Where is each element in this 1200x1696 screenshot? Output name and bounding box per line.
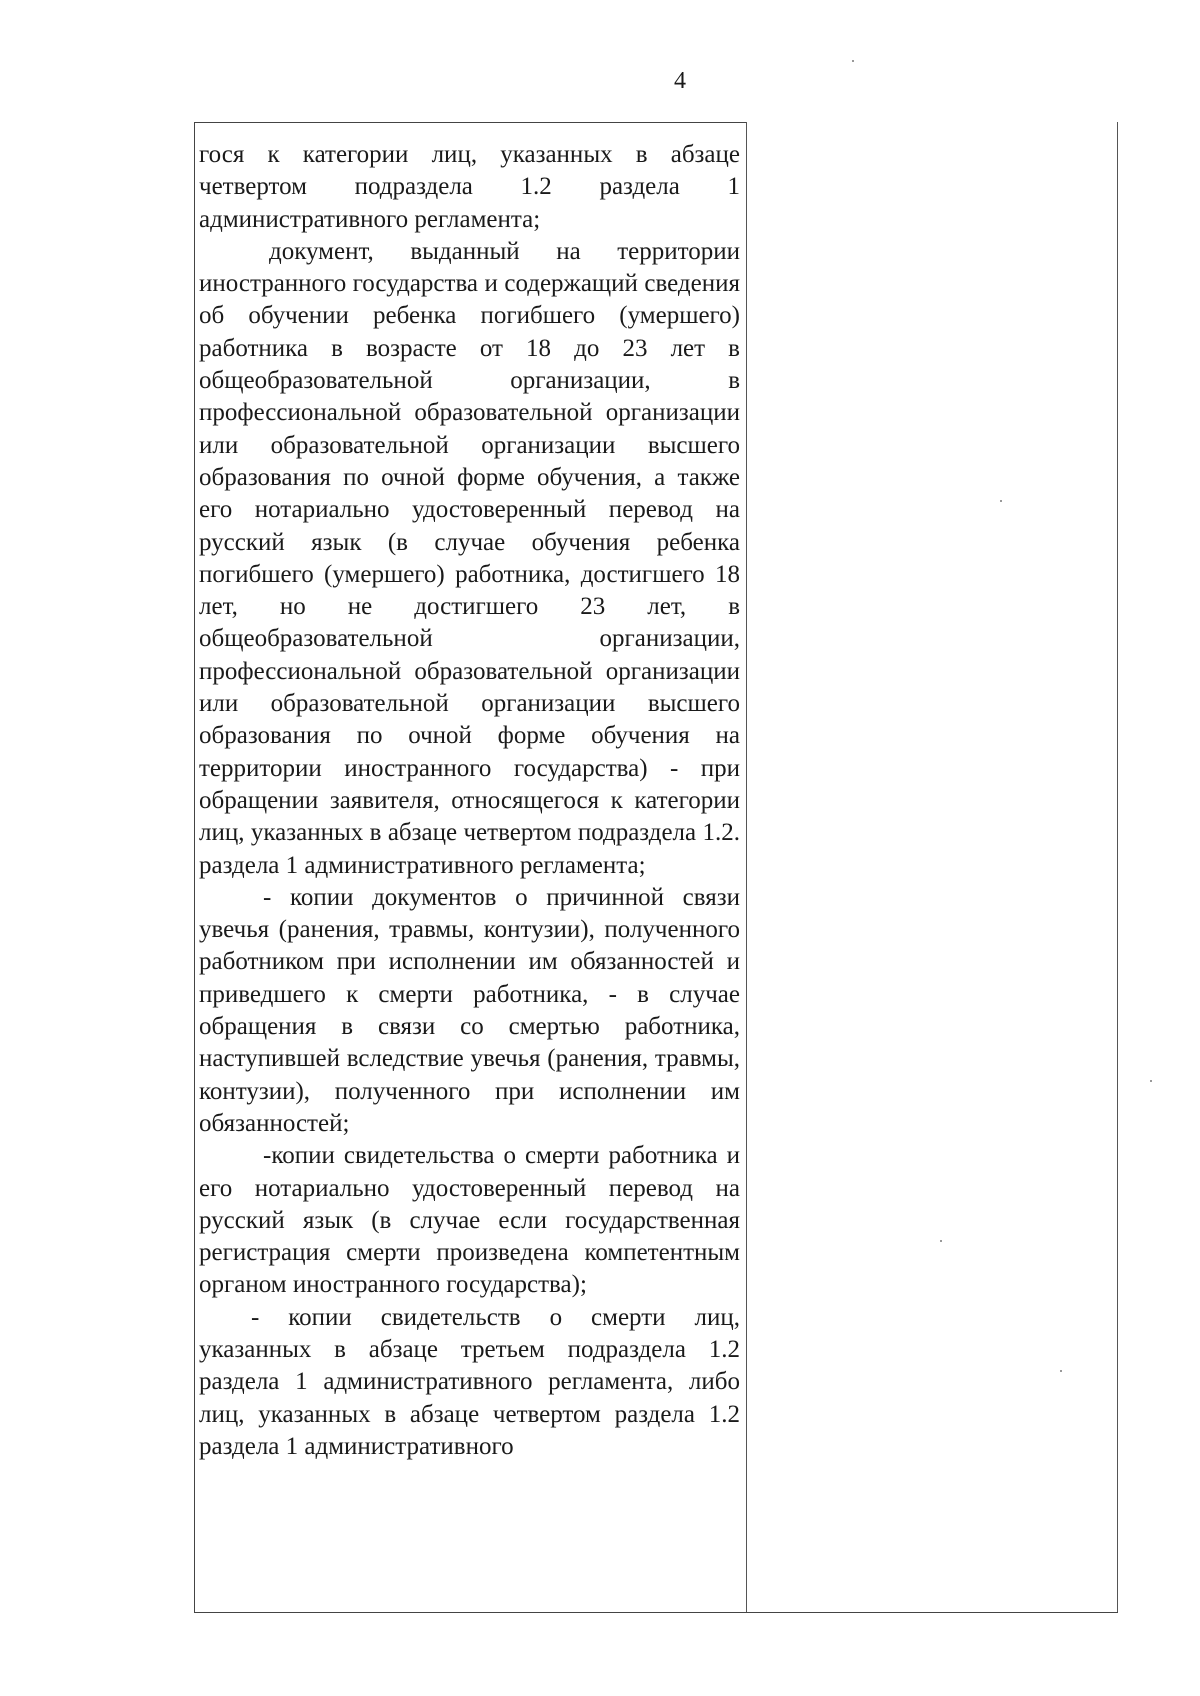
scan-speck [940, 1240, 942, 1242]
table-column-divider [746, 122, 747, 1613]
paragraph-foreign-education-document: документ, выданный на территории иностранного государства и содержащий сведения об обучении ребенка погибшего (умершего) работника в возрасте от 18 до 23 лет в общеобразовательной организации, в профессиональной образовательной организации или образовательной организации высшего образования по очной форме обучения, а также его нотариально удостоверенный перевод на русский язык (в случае обучения ребенка погибшего (умершего) работника, достигшего 18 лет, но не достигшего 23 лет, в общеобразовательной организации, профессиональной образовательной организации или образовательной организации высшего образования по очной форме обучения на территории иностранного государства) - при обращении заявителя, относящегося к категории лиц, указанных в абзаце четвертом подраздела 1.2. раздела 1 административного регламента; [199, 237, 740, 879]
table-border-bottom [194, 1612, 1118, 1613]
paragraph-death-certificate: -копии свидетельства о смерти работника и его нотариально удостоверенный перевод на русский язык (в случае если государственная регистрация смерти произведена компетентным органом иностранного государства); [199, 1142, 740, 1299]
scan-speck [1000, 500, 1002, 502]
table-border-right [1117, 122, 1118, 1613]
document-table [194, 122, 1119, 1613]
scan-speck [852, 60, 854, 62]
scan-speck [1150, 1080, 1152, 1082]
table-border-top [194, 122, 746, 123]
paragraph-continuation: гося к категории лиц, указанных в абзаце четвертом подраздела 1.2 раздела 1 административного регламента; [199, 141, 740, 233]
table-left-cell [199, 139, 740, 1463]
page-number: 4 [674, 68, 686, 94]
scan-speck [1060, 1370, 1062, 1372]
paragraph-death-certificates-persons: - копии свидетельств о смерти лиц, указанных в абзаце третьем подраздела 1.2 раздела 1 административного регламента, либо лиц, указанных в абзаце четвертом раздела 1.2 раздела 1 административного [199, 1303, 740, 1460]
table-border-left [194, 122, 195, 1613]
table-right-cell [754, 132, 1109, 1602]
paragraph-causal-link-documents: - копии документов о причинной связи увечья (ранения, травмы, контузии), полученного работником при исполнении им обязанностей и приведшего к смерти работника, - в случае обращения в связи со смертью работника, наступившей вследствие увечья (ранения, травмы, контузии), полученного при исполнении им обязанностей; [199, 883, 740, 1137]
